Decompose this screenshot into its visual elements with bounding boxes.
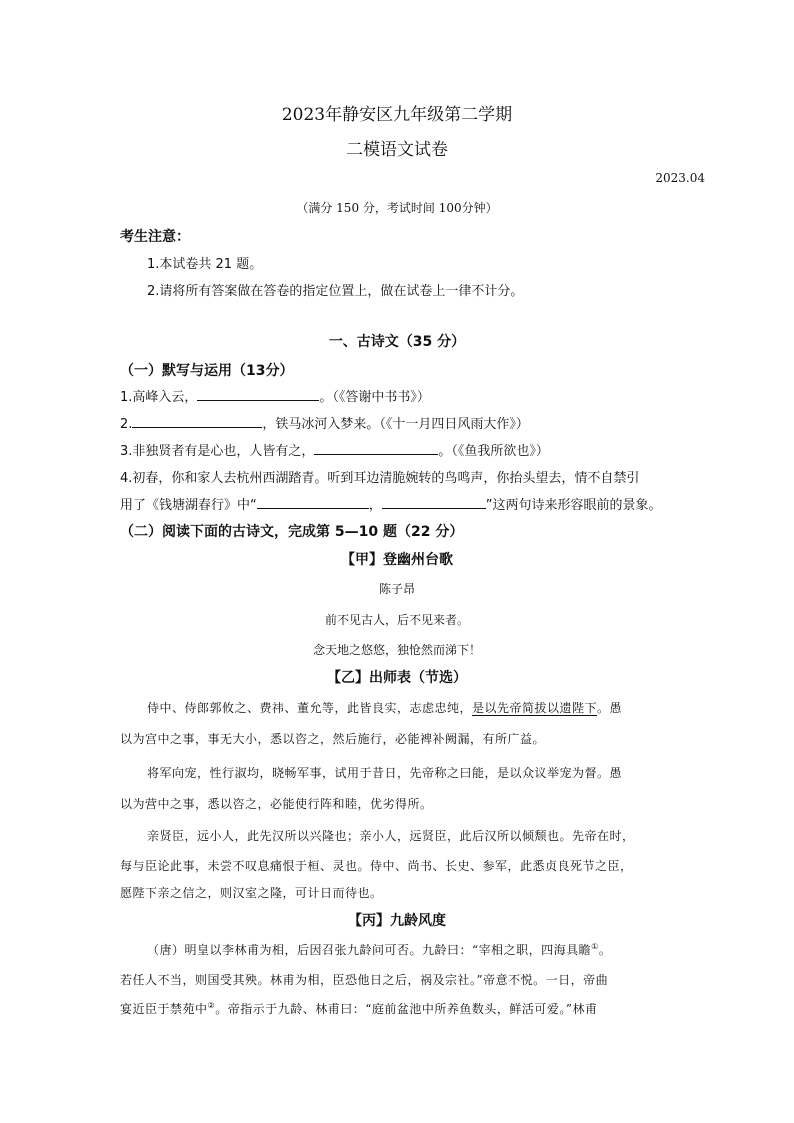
text-yi-p3-l3: 愿陛下亲之信之，则汉室之隆，可计日而待也。: [120, 886, 383, 900]
question-1: 1.高峰入云， 。（《答谢中书书》）: [120, 386, 430, 405]
footnote-marker: ①: [591, 942, 599, 951]
page-title: 2023年静安区九年级第二学期: [281, 105, 513, 125]
page-subtitle: 二模语文试卷: [346, 140, 448, 160]
answer-blank[interactable]: [257, 494, 369, 509]
text-bing-l2: 若任人不当，则国受其殃。林甫为相，臣恐他日之后，祸及宗社。”帝意不悦。一日，帝曲: [120, 973, 609, 987]
answer-blank[interactable]: [197, 386, 319, 401]
answer-blank[interactable]: [382, 494, 486, 509]
answer-blank[interactable]: [314, 440, 438, 455]
underlined-sentence: 是以先帝简拔以遗陛下: [472, 701, 598, 715]
text-bing-title: 【丙】九龄风度: [348, 913, 446, 929]
answer-blank[interactable]: [132, 413, 262, 428]
question-4-line-1: 4.初春，你和家人去杭州西湖踏青。听到耳边清脆婉转的鸟鸣声，你抬头望去，情不自禁引: [120, 471, 640, 486]
exam-note: （满分 150 分，考试时间 100分钟）: [296, 201, 498, 215]
text-yi-title: 【乙】出师表（节选）: [327, 670, 467, 686]
notice-item-2: 2.请将所有答案做在答卷的指定位置上，做在试卷上一律不计分。: [147, 284, 524, 299]
poem-jia-author: 陈子昂: [378, 582, 415, 596]
text-bing-l1: （唐）明皇以李林甫为相，后因召张九龄问可否。九龄曰：“宰相之职，四海具瞻①。: [147, 942, 612, 957]
notice-item-1: 1.本试卷共 21 题。: [147, 257, 263, 272]
poem-jia-title: 【甲】登幽州台歌: [341, 552, 453, 568]
text-yi-p1-l1: 侍中、侍郎郭攸之、费祎、董允等，此皆良实，志虑忠纯，是以先帝简拔以遗陛下。愚: [147, 701, 623, 715]
footnote-marker: ②: [207, 1001, 216, 1010]
text-yi-p2-l1: 将军向宠，性行淑均，晓畅军事，试用于昔日，先帝称之曰能，是以众议举宠为督。愚: [147, 766, 623, 780]
text-yi-p3-l2: 每与臣论此事，未尝不叹息痛恨于桓、灵也。侍中、尚书、长史、参军，此悉贞良死节之臣，: [120, 859, 633, 873]
text-yi-p2-l2: 以为营中之事，悉以咨之，必能使行阵和睦，优劣得所。: [120, 797, 433, 811]
text-bing-l3: 宴近臣于禁苑中②。帝指示于九龄、林甫曰：“庭前盆池中所养鱼数头，鲜活可爱。”林甫: [120, 1001, 598, 1016]
poem-jia-line-1: 前不见古人，后不见来者。: [324, 613, 469, 627]
part1-heading: （一）默写与运用（13分）: [120, 363, 294, 379]
question-2: 2. ，铁马冰河入梦来。（《十一月四日风雨大作》）: [120, 413, 529, 432]
exam-date: 2023.04: [655, 171, 705, 185]
poem-jia-line-2: 念天地之悠悠，独怆然而涕下！: [312, 643, 481, 657]
text-yi-p1-l2: 以为宫中之事，事无大小，悉以咨之，然后施行，必能裨补阙漏，有所广益。: [120, 732, 546, 746]
part2-heading: （二）阅读下面的古诗文，完成第 5—10 题（22 分）: [120, 524, 464, 540]
question-4-line-2: 用了《钱塘湖春行》中“ ， ”这两句诗来形容眼前的景象。: [120, 494, 662, 513]
text-yi-p3-l1: 亲贤臣，远小人，此先汉所以兴隆也；亲小人，远贤臣，此后汉所以倾颓也。先帝在时，: [147, 829, 635, 843]
section-heading: 一、古诗文（35 分）: [328, 334, 466, 350]
question-3: 3.非独贤者有是心也，人皆有之， 。（《鱼我所欲也》）: [120, 440, 549, 459]
notice-heading: 考生注意：: [120, 229, 190, 245]
